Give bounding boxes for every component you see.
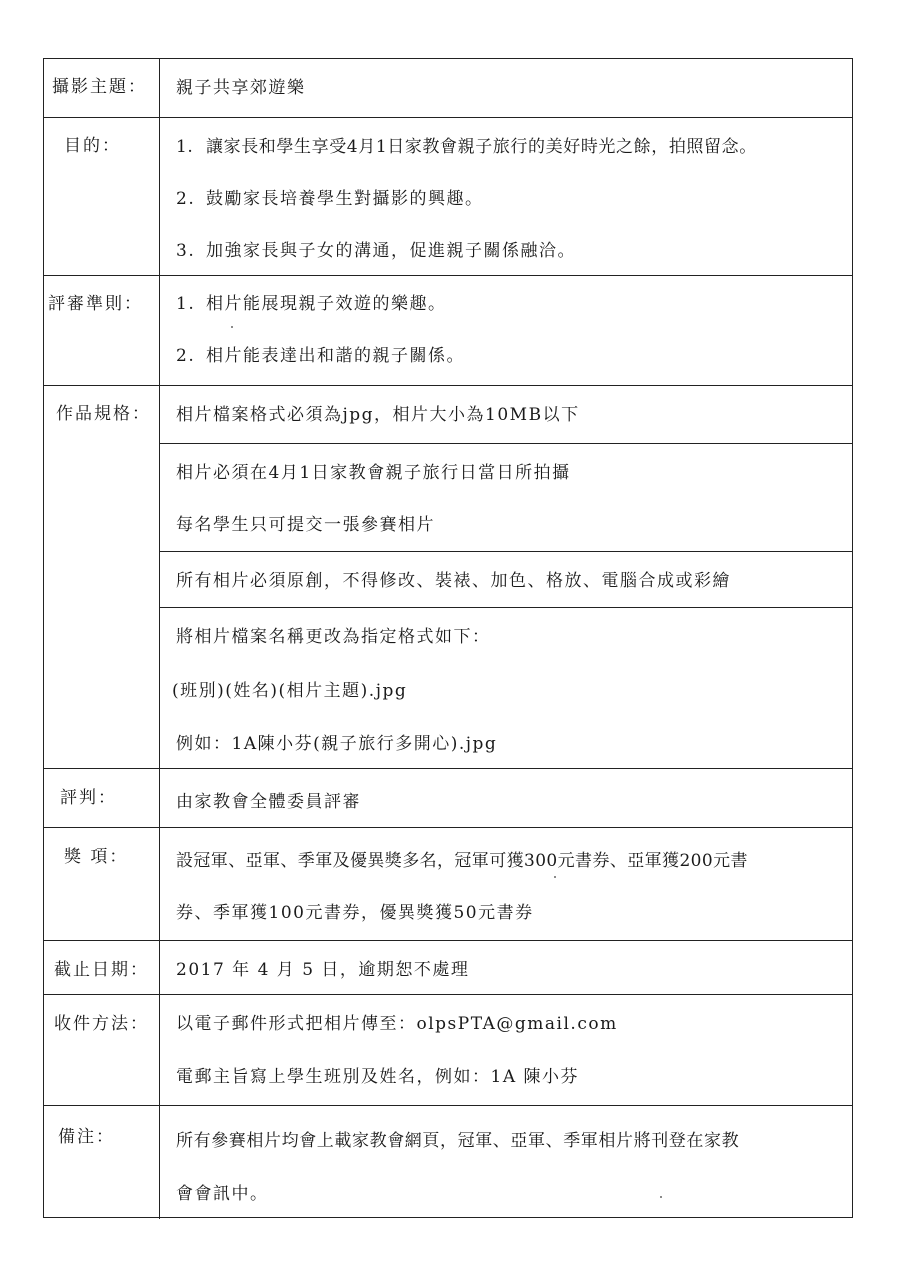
spec-format-subrow	[160, 386, 852, 443]
remarks-line-1: 所有參賽相片均會上載家教會網頁，冠軍、亞軍、季軍相片將刊登在家教	[176, 1131, 740, 1151]
spec-original-text: 所有相片必須原創，不得修改、裝裱、加色、格放、電腦合成或彩繪	[176, 571, 731, 591]
purpose-item	[176, 236, 576, 261]
purpose-label-cell	[44, 118, 159, 275]
submission-line-1: 以電子郵件形式把相片傳至：olpsPTA@gmail.com	[176, 1014, 618, 1034]
submission-row	[44, 994, 852, 1105]
judging-label: 評判：	[60, 788, 117, 808]
spec-naming-intro: 將相片檔案名稱更改為指定格式如下：	[176, 627, 491, 647]
purpose-item-text: 讓家長和學生享受4月1日家教會親子旅行的美好時光之餘，拍照留念。	[206, 137, 757, 157]
purpose-label: 目的：	[64, 136, 121, 156]
theme-label: 攝影主題：	[52, 77, 147, 97]
prizes-line-1: 設冠軍、亞軍、季軍及優異獎多名，冠軍可獲300元書券、亞軍獲200元書	[176, 851, 748, 871]
purpose-item-number: 1.	[176, 137, 194, 157]
spec-naming-example: 例如：1A陳小芬(親子旅行多開心).jpg	[176, 734, 498, 754]
criteria-item	[176, 341, 465, 366]
theme-content-cell	[160, 59, 852, 117]
purpose-item-text: 鼓勵家長培養學生對攝影的興趣。	[206, 189, 484, 209]
submission-line-2: 電郵主旨寫上學生班別及姓名，例如：1A 陳小芬	[176, 1067, 579, 1087]
scan-speck	[660, 1196, 662, 1198]
criteria-item-text: 相片能展現親子效遊的樂趣。	[206, 294, 447, 314]
criteria-item-number: 2.	[176, 346, 196, 366]
theme-value: 親子共享郊遊樂	[176, 78, 306, 98]
spec-naming-subrow	[160, 607, 852, 769]
purpose-row	[44, 117, 852, 275]
prizes-content-cell	[160, 828, 852, 940]
deadline-label: 截止日期：	[54, 960, 149, 980]
deadline-content-cell	[160, 941, 852, 994]
submission-content-cell	[160, 995, 852, 1105]
theme-row	[44, 59, 852, 117]
criteria-item-text: 相片能表達出和諧的親子關係。	[206, 346, 465, 366]
criteria-content-cell	[160, 276, 852, 385]
remarks-row	[44, 1105, 852, 1219]
spec-limit-text: 每名學生只可提交一張參賽相片	[176, 515, 435, 535]
remarks-line-2: 會會訊中。	[176, 1184, 269, 1204]
purpose-item	[176, 184, 484, 209]
purpose-content-cell	[160, 118, 852, 275]
criteria-row	[44, 275, 852, 385]
deadline-row	[44, 940, 852, 994]
deadline-label-cell	[44, 941, 159, 994]
spec-original-subrow	[160, 551, 852, 607]
judging-value: 由家教會全體委員評審	[176, 792, 361, 812]
judging-label-cell	[44, 769, 159, 827]
criteria-item	[176, 289, 447, 314]
prizes-row	[44, 827, 852, 940]
remarks-label: 備注：	[58, 1127, 115, 1147]
judging-row	[44, 768, 852, 827]
scan-speck	[554, 876, 556, 878]
photo-contest-form-table	[43, 58, 853, 1218]
submission-label-cell	[44, 995, 159, 1105]
spec-format-text: 相片檔案格式必須為jpg，相片大小為10MB以下	[176, 405, 580, 425]
criteria-label: 評審準則：	[48, 294, 143, 314]
remarks-content-cell	[160, 1106, 852, 1219]
prizes-label: 獎 項：	[64, 847, 129, 867]
spec-naming-pattern: (班別)(姓名)(相片主題).jpg	[172, 681, 408, 701]
spec-row	[44, 385, 852, 768]
prizes-line-2: 券、季軍獲100元書券，優異獎獲50元書券	[176, 903, 534, 923]
criteria-item-number: 1.	[176, 294, 196, 314]
spec-content-cell	[160, 386, 852, 768]
prizes-label-cell	[44, 828, 159, 940]
spec-date-subrow	[160, 443, 852, 551]
theme-label-cell	[44, 59, 159, 117]
scan-speck	[231, 326, 233, 328]
spec-date-text: 相片必須在4月1日家教會親子旅行日當日所拍攝	[176, 463, 571, 483]
purpose-item	[176, 132, 757, 157]
deadline-value: 2017 年 4 月 5 日，逾期恕不處理	[176, 960, 470, 980]
purpose-item-number: 3.	[176, 241, 196, 261]
spec-label-cell	[44, 386, 159, 768]
remarks-label-cell	[44, 1106, 159, 1219]
submission-label: 收件方法：	[54, 1014, 149, 1034]
judging-content-cell	[160, 769, 852, 827]
spec-label: 作品規格：	[56, 404, 151, 424]
criteria-label-cell	[44, 276, 159, 385]
purpose-item-number: 2.	[176, 189, 196, 209]
purpose-item-text: 加強家長與子女的溝通，促進親子關係融洽。	[206, 241, 576, 261]
